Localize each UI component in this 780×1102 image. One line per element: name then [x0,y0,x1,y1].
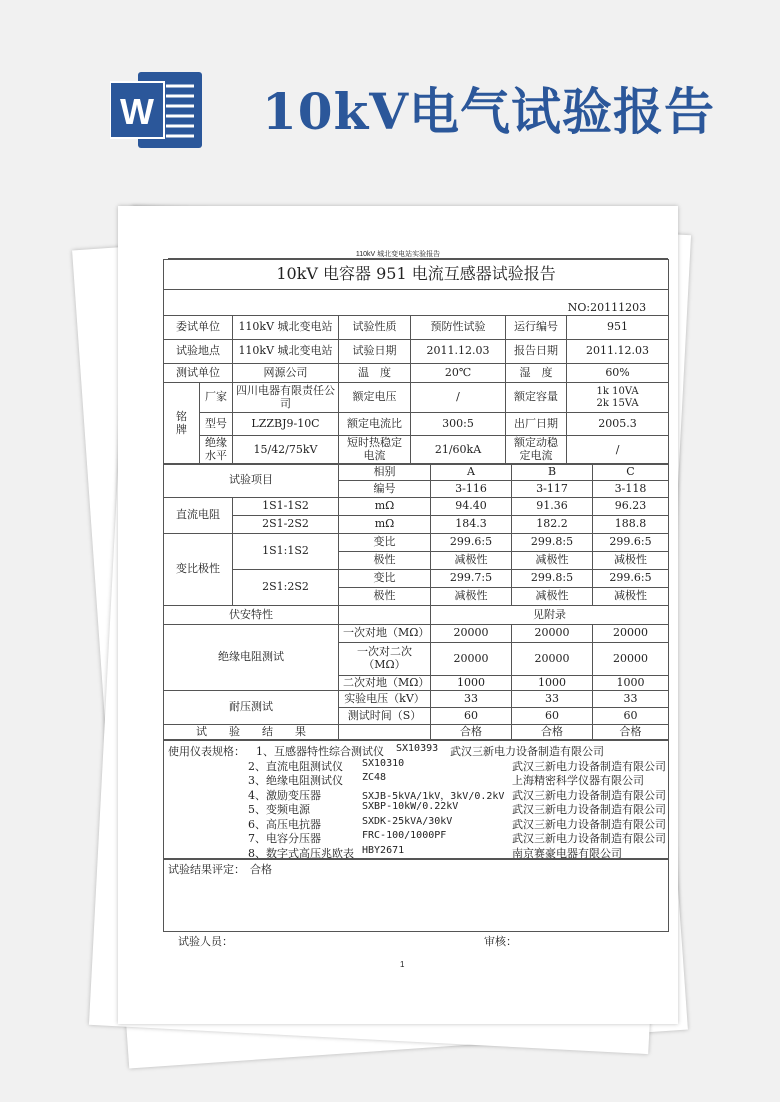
cell: 额定动稳定电流 [506,436,567,465]
cell: 3-118 [593,481,669,498]
cell: 减极性 [593,552,669,570]
cell [339,606,431,625]
instrument-model: SXJB-5kVA/1kV，3kV/0.2kV [362,790,505,802]
cell: 33 [431,691,512,708]
cell: 耐压测试 [164,691,339,725]
cell: 3-117 [512,481,593,498]
instrument-name: 7、电容分压器 [248,832,321,845]
cell: / [567,436,669,465]
cell: 额定容量 [506,383,567,413]
cell: LZZBJ9-10C [233,413,339,436]
cell: B [512,464,593,481]
cell: 60 [431,708,512,725]
cell: 二次对地（MΩ） [339,676,431,691]
cell: 33 [593,691,669,708]
cell: 额定电流比 [339,413,411,436]
instrument-name: 1、互感器特性综合测试仪 [256,745,384,758]
report-number: NO:20111203 [164,290,669,316]
cell: 299.8:5 [512,570,593,588]
instrument-maker: 上海精密科学仪器有限公司 [512,774,644,787]
cell: 96.23 [593,498,669,516]
instrument-model: SXDK-25kVA/30kV [362,815,453,827]
instrument-name: 5、变频电源 [248,803,310,816]
cell: 变比 [339,534,431,552]
instrument-maker: 武汉三新电力设备制造有限公司 [512,817,666,831]
instrument-list [163,740,669,860]
info-table [163,259,669,465]
cell: 20000 [512,643,593,676]
cell: 委试单位 [164,316,233,340]
cell: 极性 [339,588,431,606]
evaluation-label: 试验结果评定： [168,863,245,876]
cell: 299.7:5 [431,570,512,588]
instrument-maker: 武汉三新电力设备制造有限公司 [512,788,666,802]
nameplate-label: 铭牌 [164,383,200,465]
cell: 94.40 [431,498,512,516]
cell: 四川电器有限责任公司 [233,383,339,413]
cell: 1000 [512,676,593,691]
cell: mΩ [339,516,431,534]
evaluation-value: 合格 [250,863,272,876]
running-header: 110kV 城北变电站实验报告 [355,251,441,258]
cell: 20000 [593,643,669,676]
instrument-model: ZC48 [362,772,387,783]
cell: 网源公司 [233,364,339,383]
instrument-maker: 武汉三新电力设备制造有限公司 [512,803,666,816]
cell: 试验项目 [164,464,339,498]
instrument-name: 4、激励变压器 [248,788,321,802]
cell: 直流电阻 [164,498,233,534]
cell: 33 [512,691,593,708]
page-number: 1 [400,960,405,969]
cell: 见附录 [431,606,669,625]
instrument-maker: 武汉三新电力设备制造有限公司 [450,745,604,758]
cell: 60 [593,708,669,725]
cell: 编号 [339,481,431,498]
cell: 20000 [512,625,593,643]
cell: 20℃ [411,364,506,383]
cell: 1k 10VA 2k 15VA [567,383,669,413]
cell: 299.6:5 [593,570,669,588]
cell: 300:5 [411,413,506,436]
cell: 3-116 [431,481,512,498]
evaluation-box [163,858,669,932]
instrument-name: 2、直流电阻测试仪 [248,759,343,773]
cell: 20000 [431,643,512,676]
instrument-model: SX10393 [396,743,439,754]
cell: 951 [567,316,669,340]
cell: 极性 [339,552,431,570]
cell: 1S1:1S2 [233,534,339,570]
cell: 1000 [431,676,512,691]
cell: 相别 [339,464,431,481]
cell: 短时热稳定电流 [339,436,411,465]
cell: 预防性试验 [411,316,506,340]
cell: 2S1-2S2 [233,516,339,534]
instrument-maker: 武汉三新电力设备制造有限公司 [512,832,666,845]
cell: 2005.3 [567,413,669,436]
cell: 110kV 城北变电站 [233,316,339,340]
cell: 减极性 [431,552,512,570]
cell: 1000 [593,676,669,691]
cell: 一次对二次（MΩ） [339,643,431,676]
cell: 绝缘水平 [200,436,233,465]
instrument-name: 6、高压电抗器 [248,817,321,831]
cell: A [431,464,512,481]
instrument-model: HBY2671 [362,844,405,856]
cell: 20000 [431,625,512,643]
cell: 额定电压 [339,383,411,413]
cell: 测试时间（S） [339,708,431,725]
cell: / [411,383,506,413]
cell: 110kV 城北变电站 [233,340,339,364]
cell: 试验日期 [339,340,411,364]
instrument-label: 使用仪表规格： [168,745,245,758]
cell: 出厂日期 [506,413,567,436]
cell: 60% [567,364,669,383]
instrument-name: 3、绝缘电阻测试仪 [248,774,343,787]
report-title: 10kV 电容器 951 电流互感器试验报告 [164,260,669,290]
cell: 温 度 [339,364,411,383]
banner-title: 10kV电气试验报告 [262,82,716,141]
instrument-model: SX10310 [362,757,405,769]
cell: 合格 [593,725,669,740]
instrument-name: 8、数字式高压兆欧表 [248,846,354,860]
cell: 21/60kA [411,436,506,465]
cell: 减极性 [512,552,593,570]
instrument-maker: 南京赛豪电器有限公司 [512,846,622,860]
word-icon [110,68,206,152]
cell: 绝缘电阻测试 [164,625,339,691]
cell: 减极性 [512,588,593,606]
cell: 91.36 [512,498,593,516]
cell: 减极性 [593,588,669,606]
instrument-model: FRC-100/1000PF [362,830,447,841]
cell: 实验电压（kV） [339,691,431,708]
test-table [163,463,669,740]
cell [339,725,431,740]
cell: 184.3 [431,516,512,534]
reviewer-label: 审核： [484,935,517,948]
cell: 变比 [339,570,431,588]
cell: 188.8 [593,516,669,534]
cell: C [593,464,669,481]
cell: 合格 [431,725,512,740]
cell: 15/42/75kV [233,436,339,465]
cell: 湿 度 [506,364,567,383]
cell: 299.6:5 [593,534,669,552]
cell: 182.2 [512,516,593,534]
cell: 2S1:2S2 [233,570,339,606]
cell: 试 验 结 果 [164,725,339,740]
cell: 299.8:5 [512,534,593,552]
cell: 运行编号 [506,316,567,340]
instrument-maker: 武汉三新电力设备制造有限公司 [512,759,666,773]
cell: 一次对地（MΩ） [339,625,431,643]
cell: 299.6:5 [431,534,512,552]
cell: 试验地点 [164,340,233,364]
cell: 合格 [512,725,593,740]
cell: 2011.12.03 [411,340,506,364]
cell: 60 [512,708,593,725]
cell: mΩ [339,498,431,516]
cell: 20000 [593,625,669,643]
cell: 伏安特性 [164,606,339,625]
cell: 2011.12.03 [567,340,669,364]
cell: 厂家 [200,383,233,413]
instrument-model: SXBP-10kW/0.22kV [362,801,459,812]
cell: 报告日期 [506,340,567,364]
svg-text:W: W [120,91,154,132]
cell: 变比极性 [164,534,233,606]
cell: 型号 [200,413,233,436]
cell: 1S1-1S2 [233,498,339,516]
cell: 试验性质 [339,316,411,340]
cell: 测试单位 [164,364,233,383]
tester-label: 试验人员： [178,935,233,948]
cell: 减极性 [431,588,512,606]
